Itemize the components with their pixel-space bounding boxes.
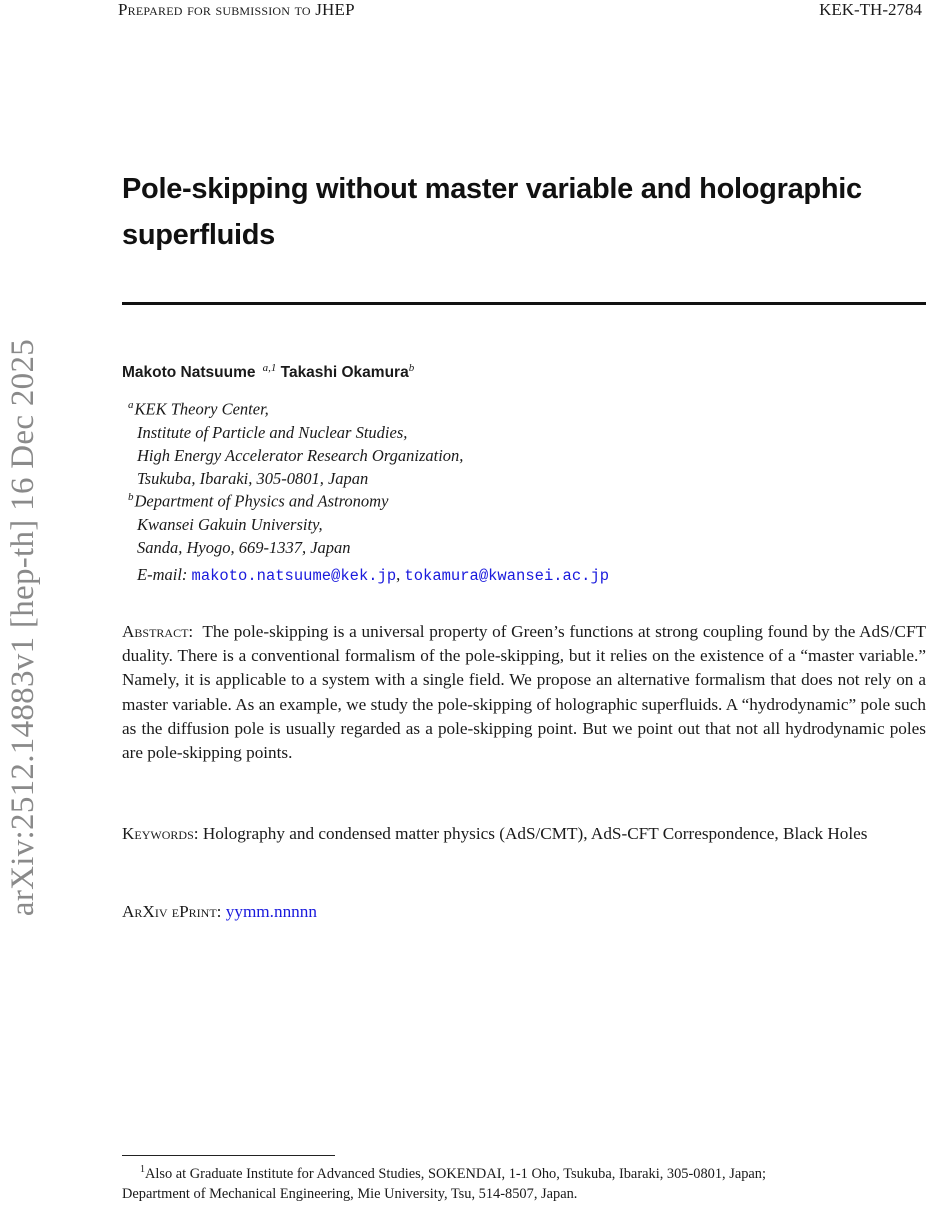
footnote-line-2: Department of Mechanical Engineering, Mie University, Tsu, 514-8507, Japan. (122, 1186, 578, 1203)
affil-line: Tsukuba, Ibaraki, 305-0801, Japan (137, 468, 369, 488)
affil-mark: b (128, 491, 134, 503)
footnote-divider (122, 1155, 335, 1156)
author-name: Makoto Natsuume (122, 364, 256, 382)
footnote-number: 1 (140, 1164, 145, 1175)
abstract-text: The pole-skipping is a universal property of Green’s functions at strong coupling found by the AdS/CFT duality. There is a conventional formalism of the pole-skipping, but it relies on the existence of a “master variable.” Namely, it is applicable to a system with a single field. We propose an alternative formalism that does not rely on a master variable. As an example, we study the pole-skipping of holographic superfluids. A “hydrodynamic” pole such as the diffusion pole is usually regarded as a pole-skipping point. But we point out that not all hydrodynamic poles are pole-skipping points. (122, 622, 926, 763)
arxiv-side-stamp (4, 295, 44, 960)
eprint-label: ArXiv ePrint: (122, 902, 222, 921)
eprint-link[interactable]: yymm.nnnnn (225, 902, 317, 921)
affil-line: Sanda, Hyogo, 669-1337, Japan (137, 537, 351, 557)
title-line-1: Pole-skipping without master variable and holographic (122, 173, 862, 205)
author-affil-mark: a, (262, 362, 271, 374)
abstract-label: Abstract: (122, 622, 194, 641)
title-line-2: superfluids (122, 219, 275, 251)
affil-line: High Energy Accelerator Research Organization, (137, 445, 464, 465)
arxiv-stamp-text: arXiv:2512.14883v1 [hep-th] 16 Dec 2025 (5, 338, 42, 917)
paper-title (122, 166, 926, 258)
abstract (122, 620, 926, 765)
email-label: E-mail: (137, 565, 188, 584)
affiliation-a (128, 394, 463, 490)
author-name: Takashi Okamura (280, 364, 409, 382)
author-list (122, 362, 414, 382)
arxiv-eprint (122, 902, 317, 922)
title-divider (122, 302, 926, 305)
email-link-okamura[interactable]: tokamura@kwansei.ac.jp (404, 567, 610, 585)
email-line (137, 565, 609, 585)
footnote (122, 1160, 926, 1205)
affil-line: Institute of Particle and Nuclear Studies, (137, 422, 408, 442)
affil-line: KEK Theory Center, (134, 399, 269, 419)
report-number: KEK-TH-2784 (819, 0, 922, 19)
keywords-label: Keywords: (122, 824, 199, 843)
affil-line: Department of Physics and Astronomy (134, 491, 389, 511)
keywords-text: Holography and condensed matter physics (AdS/CMT), AdS-CFT Correspondence, Black Holes (202, 824, 868, 843)
footnote-line-1: Also at Graduate Institute for Advanced Studies, SOKENDAI, 1-1 Oho, Tsukuba, Ibaraki, 305-0801, Japan; (145, 1165, 767, 1182)
affil-mark: a (128, 399, 134, 411)
email-link-natsuume[interactable]: makoto.natsuume@kek.jp (191, 567, 397, 585)
running-header-journal: Prepared for submission to JHEP (118, 0, 355, 19)
footnote-mark[interactable]: 1 (270, 362, 277, 374)
affil-line: Kwansei Gakuin University, (137, 514, 323, 534)
keywords (122, 822, 926, 846)
author-affil-mark: b (408, 362, 415, 374)
affiliation-b (128, 486, 388, 559)
email-separator: , (396, 565, 405, 584)
